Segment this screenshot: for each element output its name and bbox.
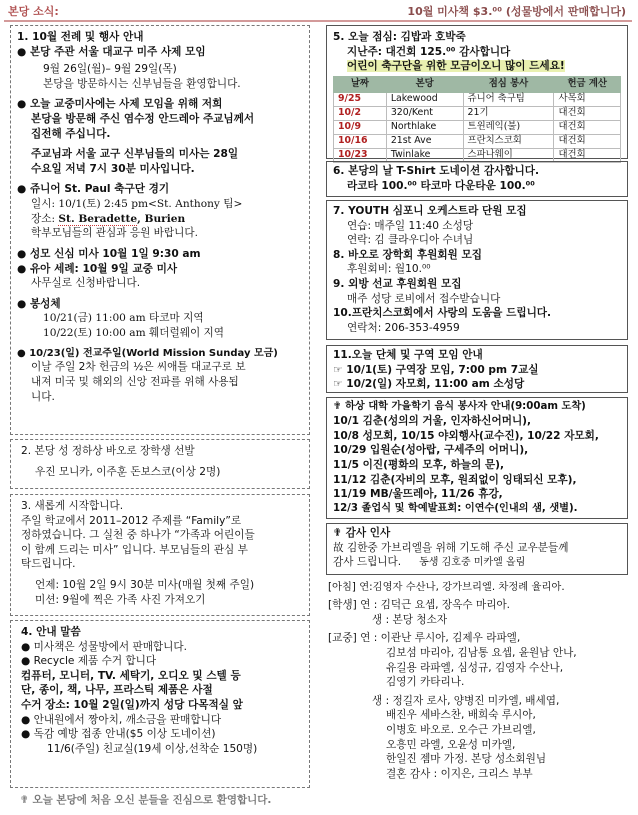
item-heading: ● 성모 신심 미사 10월 1일 9:30 am	[17, 247, 201, 260]
item-text: 니다.	[31, 390, 55, 403]
list-item: [교중] 연 : 이관난 루시아, 김제우 라파엘,	[328, 632, 521, 645]
box-thanks	[326, 523, 628, 575]
lunch-schedule-table	[333, 76, 621, 163]
list-item: 김영기 카타리나.	[386, 676, 465, 689]
item-text: 주교님과 서울 교구 신부님들의 미사는 28일	[31, 148, 239, 161]
item-text: 10/22(토) 10:00 am 훼더럴웨이 지역	[43, 326, 225, 339]
cross-icon: ✟	[333, 401, 342, 412]
item-text: 어린이 축구단을 위한 모금이오니 많이 드세요!	[347, 60, 565, 73]
list-item: 배진우 세바스찬, 배희숙 루시아,	[386, 709, 536, 722]
item-heading: ● 유아 세례: 10월 9일 교중 미사	[17, 262, 178, 275]
item-text: 10/21(금) 11:00 am 타코마 지역	[43, 312, 204, 325]
item-text: 후원회비: 월10.⁰⁰	[347, 263, 431, 276]
box-new-start	[10, 494, 310, 616]
box-liturgy-events	[10, 25, 310, 435]
list-item: 11/12 김춘(자비의 모후, 원죄없이 잉태되신 모후),	[333, 473, 577, 486]
list-item: 11/19 MB/울뜨레아, 11/26 휴강,	[333, 488, 503, 501]
item-text: 본당을 방문하시는 신부님들을 환영합니다.	[43, 77, 241, 90]
box-lunch	[326, 25, 628, 159]
item-text: 라코타 100.⁰⁰ 타코마 다운타운 100.⁰⁰	[347, 179, 535, 192]
list-item: 한일진 젬마 가정. 본당 성소회원님	[386, 753, 547, 766]
item-heading: 10.프란치스코회에서 사랑의 도움을 드립니다.	[333, 307, 552, 320]
list-item: 오흥민 라엘, 오윤성 미카엘,	[386, 738, 516, 751]
box-title: 3. 새롭게 시작합니다.	[21, 500, 124, 512]
item-heading: 9. 외방 선교 후원회원 모집	[333, 278, 462, 291]
box-title: 1. 10월 전례 및 행사 안내	[17, 31, 144, 43]
list-item: ● Recycle 제품 수거 합니다	[21, 655, 157, 668]
column-header: 점심 봉사	[463, 76, 554, 92]
box-title: ✟ 감사 인사	[333, 527, 391, 539]
list-item: [아침] 연:김영자 수산나, 강가브리엘. 차정례 율리아.	[328, 581, 565, 593]
list-item: [학생] 연 : 김덕근 요셉, 장옥수 마리아.	[328, 599, 511, 612]
item-text: 감사 드립니다. 동생 김호중 미카엘 올림	[333, 556, 526, 569]
item-text: 우진 모니카, 이주훈 돈보스코(이상 2명)	[35, 465, 221, 478]
box-title: 6. 본당의 날 T-Shirt 도네이션 감사합니다.	[333, 165, 540, 177]
item-text: 연습: 매주일 11:40 소성당	[347, 219, 474, 232]
item-text: 11/6(주일) 친교실(19세 이상,선착순 150명)	[47, 742, 258, 755]
item-heading: ● 오늘 교중미사에는 사제 모임을 위해 저희	[17, 98, 223, 111]
box-food-volunteers	[326, 397, 628, 519]
item-text: 매주 성당 로비에서 접수받습니다	[347, 292, 501, 305]
table-row: 10/16 21st Ave 프란치스코회 대건회	[334, 134, 621, 148]
table-row: 10/23 Twinlake 스파나웨이 대건회	[334, 148, 621, 162]
item-heading: 8. 바오로 장학회 후원회원 모집	[333, 248, 482, 261]
item-text: 9월 26일(월)– 9월 29일(목)	[43, 63, 177, 76]
list-item: 10/1 김춘(성의의 거울, 인자하신어머니),	[333, 415, 532, 428]
box-scholarship	[10, 439, 310, 489]
item-text: 이날 주일 2차 헌금의 ½은 씨애틀 대교구로 보	[31, 361, 246, 374]
column-header: 본당	[386, 76, 463, 92]
section-title: 본당 소식:	[8, 5, 59, 18]
list-item: ● 미사책은 성물방에서 판매합니다.	[21, 640, 187, 653]
box-recruitment	[326, 200, 628, 340]
pointing-finger-icon: ☞	[333, 378, 343, 391]
item-heading: ● 봉성체	[17, 297, 61, 310]
item-text: 지난주: 대건회 125.⁰⁰ 감사합니다	[347, 45, 511, 58]
item-text: 故 김한중 가브리엘을 위해 기도해 주신 교우분들께	[333, 541, 569, 554]
item-text: 사무실로 신청바랍니다.	[31, 277, 141, 290]
table-row: 10/9 Northlake 트윈레익(불) 대건회	[334, 120, 621, 134]
item-text: ☞ 10/2(일) 자모회, 11:00 am 소성당	[333, 378, 525, 391]
list-item: 11/5 이진(평화의 모후, 하늘의 문),	[333, 458, 505, 471]
item-heading: ● 쥬니어 St. Paul 축구단 경기	[17, 183, 170, 196]
item-heading: ● 본당 주관 서울 대교구 미주 사제 모임	[17, 45, 206, 58]
list-item: 유길용 라파엘, 심성규, 김영자 수산나,	[386, 661, 564, 674]
item-text: 단, 종이, 책, 나무, 프라스틱 제품은 사절	[21, 684, 213, 697]
box-title: ✟ 하상 대학 가을학기 음식 봉사자 안내(9:00am 도착)	[333, 401, 586, 412]
list-item: 이병호 바오로. 오수근 가브리엘,	[386, 724, 536, 737]
table-row: 10/2 320/Kent 21기 대건회	[334, 106, 621, 120]
list-item: 10/8 성모회, 10/15 야외행사(교수진), 10/22 자모회,	[333, 429, 599, 442]
cross-icon: ✟	[333, 527, 342, 539]
item-text: 일시: 10/1(토) 2:45 pm<St. Anthony 팀>	[31, 198, 243, 211]
item-heading: ● 10/23(일) 전교주일(World Mission Sunday 모금)	[17, 347, 278, 359]
list-item: 결혼 감사 : 이지은, 크리스 부부	[386, 767, 533, 780]
list-item: 생 : 본당 청소자	[372, 613, 448, 626]
list-item: 김보섬 마리아, 김남통 요셉, 윤원남 안나,	[386, 647, 577, 660]
box-announcements	[10, 620, 310, 788]
box-tshirt-thanks	[326, 161, 628, 197]
item-text: 언제: 10월 2일 9시 30분 미사(매월 첫째 주일)	[35, 579, 255, 592]
column-header: 헌금 계산	[554, 76, 621, 92]
item-text: 수거 장소: 10월 2일(일)까지 성당 다목적실 앞	[21, 699, 243, 712]
item-text: 연락처: 206-353-4959	[347, 321, 460, 334]
item-text: 수요일 저녁 7시 30분 미사입니다.	[31, 162, 195, 175]
header-divider	[4, 20, 632, 22]
item-text: 학부모님들의 관심과 응원 바랍니다.	[31, 227, 198, 240]
box-title: 5. 오늘 점심: 김밥과 호박죽	[333, 31, 466, 43]
box-title: 4. 안내 말씀	[21, 626, 81, 638]
item-text: 주일 학교에서 2011–2012 주제를 “Family”로	[21, 514, 242, 527]
item-text: 미션: 9월에 찍은 가족 사진 가져오기	[35, 593, 206, 606]
list-item: ● 독감 예방 접종 안내($5 이상 도네이션)	[21, 728, 216, 741]
list-item: ● 안내원에서 짱아치, 깨소금을 판매합니다	[21, 713, 222, 726]
box-title: 2. 본당 성 정하상 바오로 장학생 선발	[21, 445, 195, 457]
welcome-footer: ✟ 오늘 본당에 처음 오신 분들을 진심으로 환영합니다.	[20, 794, 272, 806]
mass-intentions-list	[328, 580, 628, 782]
item-text: ☞ 10/1(토) 구역장 모임, 7:00 pm 7교실	[333, 363, 539, 376]
box-title: 11.오늘 단체 및 구역 모임 안내	[333, 349, 483, 361]
item-heading: 7. YOUTH 심포니 오케스트라 단원 모집	[333, 205, 527, 217]
item-text: 탁드립니다.	[21, 558, 76, 571]
item-text: 본당을 방문해 주신 염수정 안드레아 주교님께서	[31, 113, 255, 126]
item-text: 정하였습니다. 그 실천 중 하나가 “가족과 어린이들	[21, 529, 255, 542]
box-meetings	[326, 345, 628, 393]
item-text: 내져 미국 및 해외의 신앙 전파를 위해 사용됩	[31, 375, 239, 388]
cross-icon: ✟	[20, 794, 29, 806]
list-item: 생 : 정길자 로사, 양병진 미카엘, 배세엽,	[372, 694, 560, 707]
list-item: 12/3 졸업식 및 학예발표회: 이연수(인내의 샘, 샛별).	[333, 502, 578, 514]
item-text: 장소: St. Beradette, Burien	[31, 212, 186, 225]
item-text: 컴퓨터, 모니터, TV. 세탁기, 오디오 및 스텔 등	[21, 669, 241, 682]
table-row: 9/25 Lakewood 쥬니어 축구팀 사목회	[334, 92, 621, 106]
missal-price-note: 10월 미사책 $3.⁰⁰ (성물방에서 판매합니다)	[407, 5, 626, 18]
item-text: 연락: 김 클라우디아 수녀님	[347, 234, 474, 247]
column-header: 날짜	[334, 76, 387, 92]
item-text: 이 함께 드리는 미사” 입니다. 부모님들의 관심 부	[21, 543, 248, 556]
pointing-finger-icon: ☞	[333, 363, 343, 376]
list-item: 10/29 입원순(성아랍, 구세주의 어머니),	[333, 444, 529, 457]
item-text: 집전해 주십니다.	[31, 127, 111, 140]
